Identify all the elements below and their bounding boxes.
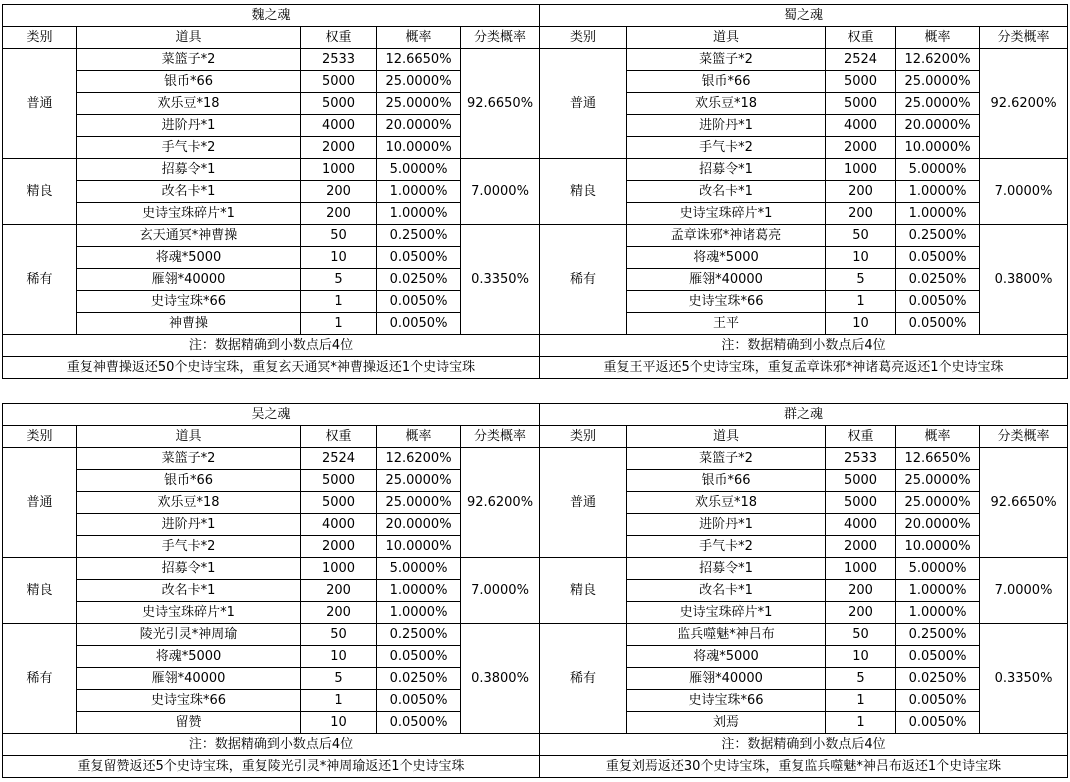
item-weight: 5000 — [826, 71, 896, 93]
item-name: 史诗宝珠*66 — [627, 291, 826, 313]
header-category: 类别 — [3, 27, 77, 49]
item-name: 陵光引灵*神周瑜 — [77, 624, 301, 646]
table-row — [3, 470, 540, 492]
item-weight: 10 — [826, 646, 896, 668]
table-row — [3, 137, 540, 159]
header-probability: 概率 — [377, 426, 461, 448]
item-probability: 25.0000% — [377, 71, 461, 93]
item-weight: 4000 — [301, 514, 377, 536]
category-label-fine: 精良 — [3, 558, 77, 624]
item-probability: 5.0000% — [896, 159, 980, 181]
table-row — [3, 115, 540, 137]
item-probability: 5.0000% — [377, 159, 461, 181]
item-name: 招募令*1 — [627, 159, 826, 181]
item-weight: 1000 — [301, 159, 377, 181]
table-row — [3, 624, 540, 646]
item-probability: 10.0000% — [377, 536, 461, 558]
item-probability: 20.0000% — [377, 115, 461, 137]
item-weight: 200 — [826, 602, 896, 624]
item-name: 雁翎*40000 — [627, 668, 826, 690]
category-label-rare: 稀有 — [540, 624, 627, 734]
item-weight: 4000 — [301, 115, 377, 137]
item-name: 菜篮子*2 — [77, 49, 301, 71]
item-probability: 1.0000% — [377, 580, 461, 602]
table-row — [3, 203, 540, 225]
item-weight: 2000 — [301, 536, 377, 558]
duplicate-rule: 重复刘焉返还30个史诗宝珠，重复监兵噬魅*神吕布返还1个史诗宝珠 — [540, 756, 1068, 778]
category-label-rare: 稀有 — [3, 624, 77, 734]
item-weight: 10 — [301, 712, 377, 734]
item-name: 将魂*5000 — [77, 646, 301, 668]
item-probability: 0.0500% — [896, 247, 980, 269]
item-name: 手气卡*2 — [627, 137, 826, 159]
header-weight: 权重 — [826, 426, 896, 448]
item-probability: 0.2500% — [896, 624, 980, 646]
precision-note: 注：数据精确到小数点后4位 — [3, 734, 540, 756]
item-weight: 200 — [301, 203, 377, 225]
item-probability: 25.0000% — [896, 492, 980, 514]
item-name: 招募令*1 — [77, 558, 301, 580]
item-weight: 1 — [826, 712, 896, 734]
duplicate-rule: 重复王平返还5个史诗宝珠，重复孟章诛邪*神诸葛亮返还1个史诗宝珠 — [540, 357, 1068, 379]
item-weight: 2524 — [826, 49, 896, 71]
item-weight: 5000 — [301, 71, 377, 93]
header-item: 道具 — [77, 27, 301, 49]
category-total-fine: 7.0000% — [461, 159, 540, 225]
item-weight: 200 — [826, 181, 896, 203]
item-name: 将魂*5000 — [627, 646, 826, 668]
item-weight: 2000 — [826, 137, 896, 159]
item-weight: 200 — [826, 580, 896, 602]
table-row — [3, 690, 540, 712]
item-probability: 0.0500% — [896, 313, 980, 335]
panel-title: 群之魂 — [540, 404, 1068, 426]
item-probability: 1.0000% — [896, 203, 980, 225]
item-weight: 1000 — [826, 159, 896, 181]
table-row — [3, 269, 540, 291]
item-name: 招募令*1 — [627, 558, 826, 580]
item-name: 雁翎*40000 — [77, 269, 301, 291]
item-weight: 5 — [826, 668, 896, 690]
item-name: 欢乐豆*18 — [627, 93, 826, 115]
table-row — [3, 668, 540, 690]
table-row — [3, 580, 540, 602]
panel-title: 魏之魂 — [3, 5, 540, 27]
table-row — [540, 225, 1068, 247]
header-row — [540, 426, 1068, 448]
table-row — [3, 71, 540, 93]
item-probability: 25.0000% — [896, 470, 980, 492]
category-label-common: 普通 — [3, 49, 77, 159]
header-weight: 权重 — [826, 27, 896, 49]
header-category-probability: 分类概率 — [461, 426, 540, 448]
table-row — [3, 225, 540, 247]
item-probability: 0.0500% — [377, 247, 461, 269]
item-probability: 0.0250% — [377, 269, 461, 291]
table-row — [3, 712, 540, 734]
item-probability: 0.0050% — [377, 690, 461, 712]
item-probability: 0.2500% — [377, 225, 461, 247]
item-probability: 10.0000% — [896, 137, 980, 159]
item-probability: 0.0500% — [896, 646, 980, 668]
table-row — [3, 313, 540, 335]
item-name: 欢乐豆*18 — [77, 93, 301, 115]
table-row — [3, 291, 540, 313]
category-total-rare: 0.3350% — [980, 624, 1068, 734]
item-probability: 1.0000% — [896, 181, 980, 203]
item-name: 欢乐豆*18 — [77, 492, 301, 514]
header-row — [3, 27, 540, 49]
category-total-common: 92.6200% — [980, 49, 1068, 159]
header-category: 类别 — [540, 27, 627, 49]
table-row — [540, 49, 1068, 71]
wei-soul-table — [2, 4, 540, 379]
item-name: 菜篮子*2 — [77, 448, 301, 470]
item-probability: 0.2500% — [896, 225, 980, 247]
item-name: 玄天通冥*神曹操 — [77, 225, 301, 247]
table-row — [3, 492, 540, 514]
item-name: 进阶丹*1 — [77, 115, 301, 137]
duplicate-rule: 重复神曹操返还50个史诗宝珠，重复玄天通冥*神曹操返还1个史诗宝珠 — [3, 357, 540, 379]
header-category: 类别 — [3, 426, 77, 448]
item-probability: 25.0000% — [896, 71, 980, 93]
item-probability: 5.0000% — [896, 558, 980, 580]
item-name: 留赞 — [77, 712, 301, 734]
item-probability: 1.0000% — [377, 203, 461, 225]
shu-soul-table — [539, 4, 1068, 379]
item-name: 进阶丹*1 — [627, 514, 826, 536]
item-name: 雁翎*40000 — [77, 668, 301, 690]
item-weight: 2000 — [301, 137, 377, 159]
item-weight: 5 — [301, 668, 377, 690]
table-row — [540, 448, 1068, 470]
item-probability: 10.0000% — [377, 137, 461, 159]
item-probability: 0.0250% — [377, 668, 461, 690]
item-name: 史诗宝珠碎片*1 — [627, 203, 826, 225]
qun-soul-table — [539, 403, 1068, 778]
header-row — [3, 426, 540, 448]
table-row — [3, 602, 540, 624]
item-name: 欢乐豆*18 — [627, 492, 826, 514]
header-probability: 概率 — [377, 27, 461, 49]
header-category-probability: 分类概率 — [461, 27, 540, 49]
item-name: 银币*66 — [77, 470, 301, 492]
precision-note: 注：数据精确到小数点后4位 — [540, 335, 1068, 357]
item-probability: 25.0000% — [377, 93, 461, 115]
header-category: 类别 — [540, 426, 627, 448]
item-probability: 5.0000% — [377, 558, 461, 580]
table-row — [3, 49, 540, 71]
item-name: 史诗宝珠碎片*1 — [627, 602, 826, 624]
item-name: 菜篮子*2 — [627, 49, 826, 71]
table-row — [3, 181, 540, 203]
item-name: 银币*66 — [627, 71, 826, 93]
item-name: 监兵噬魅*神吕布 — [627, 624, 826, 646]
item-name: 孟章诛邪*神诸葛亮 — [627, 225, 826, 247]
header-item: 道具 — [627, 27, 826, 49]
precision-note: 注：数据精确到小数点后4位 — [540, 734, 1068, 756]
table-row — [3, 558, 540, 580]
item-probability: 0.0050% — [896, 291, 980, 313]
item-name: 进阶丹*1 — [77, 514, 301, 536]
item-probability: 0.0050% — [896, 712, 980, 734]
category-label-common: 普通 — [540, 49, 627, 159]
item-name: 手气卡*2 — [77, 137, 301, 159]
category-total-fine: 7.0000% — [980, 558, 1068, 624]
item-probability: 12.6650% — [896, 448, 980, 470]
item-probability: 1.0000% — [377, 181, 461, 203]
item-name: 雁翎*40000 — [627, 269, 826, 291]
item-weight: 5000 — [826, 470, 896, 492]
item-name: 史诗宝珠*66 — [77, 291, 301, 313]
wu-soul-table — [2, 403, 540, 778]
item-probability: 25.0000% — [377, 492, 461, 514]
item-weight: 10 — [826, 313, 896, 335]
category-total-rare: 0.3800% — [461, 624, 540, 734]
item-weight: 1 — [301, 313, 377, 335]
item-probability: 0.0050% — [377, 313, 461, 335]
item-probability: 0.0050% — [896, 690, 980, 712]
item-weight: 5000 — [826, 492, 896, 514]
header-category-probability: 分类概率 — [980, 27, 1068, 49]
precision-note: 注：数据精确到小数点后4位 — [3, 335, 540, 357]
item-weight: 1 — [301, 690, 377, 712]
item-name: 进阶丹*1 — [627, 115, 826, 137]
item-name: 史诗宝珠碎片*1 — [77, 602, 301, 624]
item-name: 手气卡*2 — [77, 536, 301, 558]
item-weight: 10 — [301, 247, 377, 269]
category-label-fine: 精良 — [540, 159, 627, 225]
item-weight: 4000 — [826, 115, 896, 137]
item-weight: 200 — [301, 602, 377, 624]
item-weight: 1 — [826, 690, 896, 712]
item-weight: 50 — [301, 624, 377, 646]
item-weight: 1000 — [301, 558, 377, 580]
item-weight: 1000 — [826, 558, 896, 580]
category-total-fine: 7.0000% — [461, 558, 540, 624]
item-weight: 4000 — [826, 514, 896, 536]
item-weight: 1 — [301, 291, 377, 313]
item-probability: 1.0000% — [377, 602, 461, 624]
item-name: 刘焉 — [627, 712, 826, 734]
item-name: 改名卡*1 — [77, 181, 301, 203]
item-name: 改名卡*1 — [627, 580, 826, 602]
item-probability: 0.0050% — [377, 291, 461, 313]
header-item: 道具 — [627, 426, 826, 448]
item-weight: 5000 — [301, 93, 377, 115]
table-row — [3, 448, 540, 470]
category-total-rare: 0.3800% — [980, 225, 1068, 335]
table-row — [3, 646, 540, 668]
duplicate-rule: 重复留赞返还5个史诗宝珠，重复陵光引灵*神周瑜返还1个史诗宝珠 — [3, 756, 540, 778]
header-item: 道具 — [77, 426, 301, 448]
item-probability: 20.0000% — [896, 115, 980, 137]
item-weight: 200 — [301, 580, 377, 602]
header-probability: 概率 — [896, 27, 980, 49]
item-probability: 25.0000% — [377, 470, 461, 492]
item-weight: 5000 — [301, 470, 377, 492]
item-weight: 200 — [826, 203, 896, 225]
item-weight: 200 — [301, 181, 377, 203]
item-weight: 2000 — [826, 536, 896, 558]
item-name: 改名卡*1 — [77, 580, 301, 602]
table-row — [3, 159, 540, 181]
category-total-common: 92.6650% — [461, 49, 540, 159]
item-name: 神曹操 — [77, 313, 301, 335]
category-label-rare: 稀有 — [3, 225, 77, 335]
item-name: 史诗宝珠碎片*1 — [77, 203, 301, 225]
item-weight: 2524 — [301, 448, 377, 470]
item-weight: 10 — [826, 247, 896, 269]
item-probability: 12.6200% — [377, 448, 461, 470]
category-total-rare: 0.3350% — [461, 225, 540, 335]
header-row — [540, 27, 1068, 49]
item-weight: 5 — [301, 269, 377, 291]
item-name: 王平 — [627, 313, 826, 335]
item-weight: 50 — [826, 225, 896, 247]
item-weight: 50 — [301, 225, 377, 247]
item-probability: 10.0000% — [896, 536, 980, 558]
item-weight: 5000 — [301, 492, 377, 514]
header-probability: 概率 — [896, 426, 980, 448]
category-label-rare: 稀有 — [540, 225, 627, 335]
category-label-common: 普通 — [3, 448, 77, 558]
item-probability: 25.0000% — [896, 93, 980, 115]
item-probability: 12.6200% — [896, 49, 980, 71]
item-probability: 1.0000% — [896, 580, 980, 602]
item-name: 史诗宝珠*66 — [627, 690, 826, 712]
item-name: 将魂*5000 — [627, 247, 826, 269]
category-label-fine: 精良 — [540, 558, 627, 624]
table-row — [540, 624, 1068, 646]
table-row — [3, 536, 540, 558]
item-probability: 20.0000% — [377, 514, 461, 536]
item-probability: 20.0000% — [896, 514, 980, 536]
item-weight: 50 — [826, 624, 896, 646]
item-weight: 1 — [826, 291, 896, 313]
item-weight: 2533 — [826, 448, 896, 470]
item-name: 史诗宝珠*66 — [77, 690, 301, 712]
table-row — [3, 93, 540, 115]
item-probability: 0.0500% — [377, 646, 461, 668]
table-row — [540, 558, 1068, 580]
table-row — [3, 514, 540, 536]
item-probability: 12.6650% — [377, 49, 461, 71]
item-name: 银币*66 — [77, 71, 301, 93]
item-probability: 1.0000% — [896, 602, 980, 624]
panel-title: 吴之魂 — [3, 404, 540, 426]
category-total-common: 92.6200% — [461, 448, 540, 558]
item-name: 菜篮子*2 — [627, 448, 826, 470]
item-probability: 0.0250% — [896, 269, 980, 291]
item-name: 银币*66 — [627, 470, 826, 492]
category-label-common: 普通 — [540, 448, 627, 558]
table-row — [3, 247, 540, 269]
category-total-fine: 7.0000% — [980, 159, 1068, 225]
item-name: 手气卡*2 — [627, 536, 826, 558]
category-label-fine: 精良 — [3, 159, 77, 225]
item-weight: 10 — [301, 646, 377, 668]
item-name: 将魂*5000 — [77, 247, 301, 269]
item-weight: 2533 — [301, 49, 377, 71]
panel-title: 蜀之魂 — [540, 5, 1068, 27]
header-weight: 权重 — [301, 426, 377, 448]
item-name: 改名卡*1 — [627, 181, 826, 203]
category-total-common: 92.6650% — [980, 448, 1068, 558]
item-probability: 0.0500% — [377, 712, 461, 734]
item-weight: 5000 — [826, 93, 896, 115]
item-probability: 0.0250% — [896, 668, 980, 690]
item-probability: 0.2500% — [377, 624, 461, 646]
item-name: 招募令*1 — [77, 159, 301, 181]
header-category-probability: 分类概率 — [980, 426, 1068, 448]
item-weight: 5 — [826, 269, 896, 291]
table-row — [540, 159, 1068, 181]
header-weight: 权重 — [301, 27, 377, 49]
